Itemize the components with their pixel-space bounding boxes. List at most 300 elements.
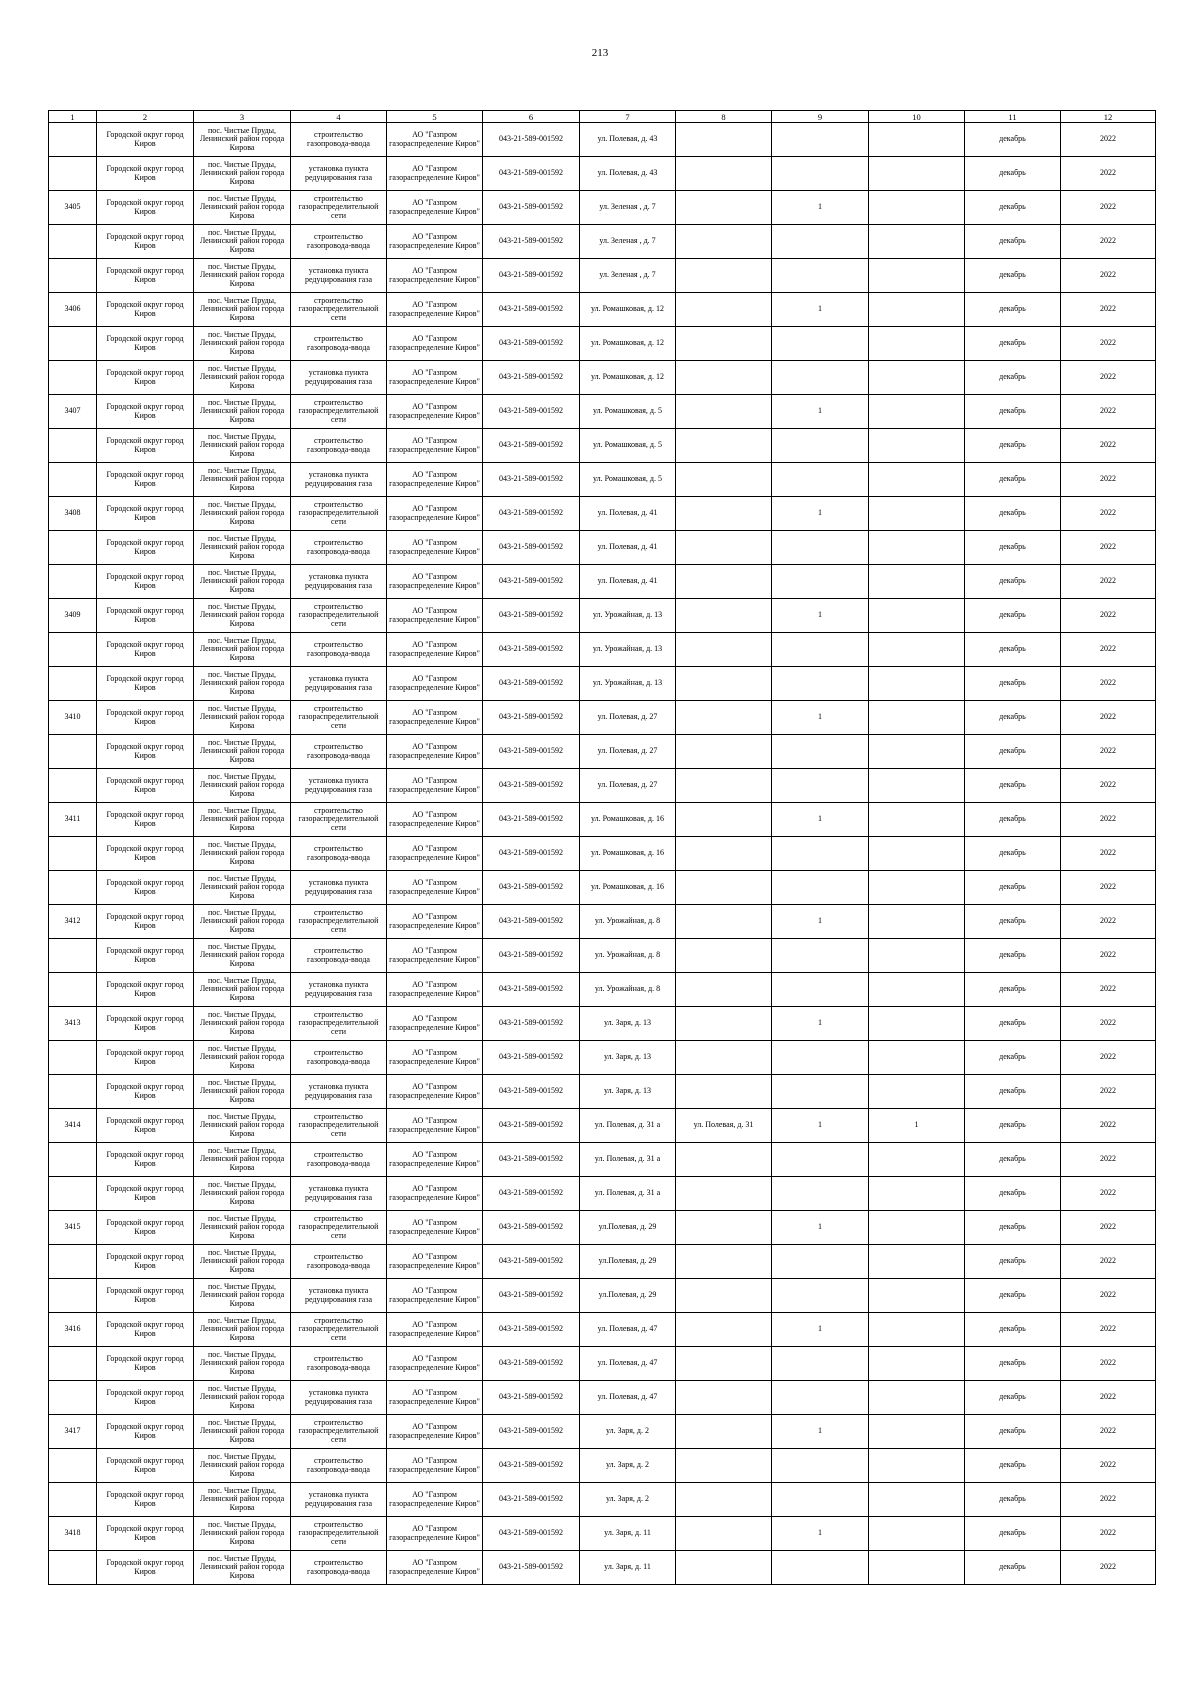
organization-cell-text: АО "Газпром газораспределение Киров" [389, 777, 480, 794]
col10-cell [869, 599, 965, 633]
locality-cell [194, 1551, 291, 1585]
column-header-1: 1 [49, 111, 97, 123]
organization-cell [387, 1483, 483, 1517]
month-cell-text: декабрь [999, 1223, 1026, 1232]
header-row [49, 111, 1156, 123]
row-number-cell-text: 3418 [64, 1529, 81, 1538]
code-cell [483, 565, 580, 599]
col10-cell [869, 1075, 965, 1109]
address-cell [580, 1347, 676, 1381]
locality-cell-text: пос. Чистые Пруды, Ленинский район города Кирова [199, 942, 285, 968]
district-cell [97, 157, 194, 191]
month-cell-text: декабрь [999, 373, 1026, 382]
organization-cell-text: АО "Газпром газораспределение Киров" [389, 1491, 480, 1508]
column-header-4: 4 [291, 111, 387, 123]
locality-cell-text: пос. Чистые Пруды, Ленинский район города Кирова [199, 1112, 285, 1138]
code-cell-text: 043-21-589-001592 [499, 1325, 563, 1334]
district-cell-text: Городской округ город Киров [106, 981, 184, 998]
work-type-cell-text: строительство газораспределительной сети [298, 1520, 379, 1546]
col8-cell [676, 701, 772, 735]
row-number-cell [49, 1041, 97, 1075]
month-cell-text: декабрь [999, 883, 1026, 892]
address-cell [580, 191, 676, 225]
code-cell [483, 1551, 580, 1585]
address-cell [580, 1075, 676, 1109]
organization-cell-text: АО "Газпром газораспределение Киров" [389, 1015, 480, 1032]
district-cell-text: Городской округ город Киров [106, 1423, 184, 1440]
work-type-cell [291, 1415, 387, 1449]
code-cell [483, 123, 580, 157]
row-number-cell [49, 429, 97, 463]
work-type-cell-text: строительство газопровода-ввода [307, 1559, 370, 1576]
district-cell [97, 531, 194, 565]
organization-cell-text: АО "Газпром газораспределение Киров" [389, 879, 480, 896]
column-header-3: 3 [194, 111, 291, 123]
work-type-cell [291, 259, 387, 293]
col8-cell [676, 327, 772, 361]
column-header-9: 9 [772, 111, 869, 123]
district-cell [97, 361, 194, 395]
table-row [49, 939, 1156, 973]
address-cell-text: ул. Полевая, д. 47 [597, 1359, 658, 1368]
row-number-cell [49, 939, 97, 973]
column-header-2: 2 [97, 111, 194, 123]
organization-cell [387, 1075, 483, 1109]
locality-cell [194, 497, 291, 531]
work-type-cell [291, 1381, 387, 1415]
code-cell-text: 043-21-589-001592 [499, 1563, 563, 1572]
col9-cell-text: 1 [818, 815, 822, 824]
district-cell [97, 905, 194, 939]
organization-cell-text: АО "Газпром газораспределение Киров" [389, 505, 480, 522]
address-cell [580, 361, 676, 395]
year-cell-text: 2022 [1100, 373, 1116, 382]
district-cell [97, 599, 194, 633]
organization-cell [387, 633, 483, 667]
district-cell-text: Городской округ город Киров [106, 641, 184, 658]
locality-cell [194, 633, 291, 667]
col9-cell [772, 871, 869, 905]
work-type-cell-text: строительство газораспределительной сети [298, 908, 379, 934]
address-cell [580, 463, 676, 497]
col10-cell [869, 701, 965, 735]
district-cell [97, 463, 194, 497]
locality-cell-text: пос. Чистые Пруды, Ленинский район города Кирова [199, 602, 285, 628]
col9-cell [772, 497, 869, 531]
organization-cell-text: АО "Газпром газораспределение Киров" [389, 403, 480, 420]
district-cell [97, 1279, 194, 1313]
organization-cell [387, 429, 483, 463]
address-cell-text: ул. Полевая, д. 43 [597, 169, 658, 178]
col9-cell [772, 1381, 869, 1415]
district-cell [97, 1075, 194, 1109]
month-cell [965, 1517, 1061, 1551]
month-cell [965, 1415, 1061, 1449]
code-cell-text: 043-21-589-001592 [499, 475, 563, 484]
row-number-cell [49, 1381, 97, 1415]
organization-cell [387, 1279, 483, 1313]
district-cell-text: Городской округ город Киров [106, 131, 184, 148]
organization-cell-text: АО "Газпром газораспределение Киров" [389, 947, 480, 964]
code-cell [483, 1109, 580, 1143]
month-cell-text: декабрь [999, 815, 1026, 824]
col9-cell [772, 1347, 869, 1381]
locality-cell [194, 701, 291, 735]
address-cell [580, 123, 676, 157]
year-cell [1061, 429, 1156, 463]
organization-cell-text: АО "Газпром газораспределение Киров" [389, 1389, 480, 1406]
address-cell-text: ул. Полевая, д. 47 [597, 1393, 658, 1402]
address-cell [580, 735, 676, 769]
address-cell-text: ул. Полевая, д. 27 [597, 781, 658, 790]
year-cell-text: 2022 [1100, 509, 1116, 518]
month-cell [965, 395, 1061, 429]
work-type-cell [291, 327, 387, 361]
table-body [49, 123, 1156, 1585]
address-cell-text: ул. Заря, д. 13 [604, 1019, 651, 1028]
col10-cell [869, 1381, 965, 1415]
work-type-cell-text: строительство газораспределительной сети [298, 1316, 379, 1342]
month-cell [965, 1449, 1061, 1483]
address-cell [580, 1007, 676, 1041]
year-cell-text: 2022 [1100, 1155, 1116, 1164]
col10-cell [869, 1517, 965, 1551]
district-cell-text: Городской округ город Киров [106, 505, 184, 522]
locality-cell [194, 667, 291, 701]
col10-cell [869, 837, 965, 871]
organization-cell [387, 1143, 483, 1177]
work-type-cell [291, 633, 387, 667]
organization-cell-text: АО "Газпром газораспределение Киров" [389, 437, 480, 454]
work-type-cell [291, 735, 387, 769]
code-cell-text: 043-21-589-001592 [499, 407, 563, 416]
work-type-cell [291, 973, 387, 1007]
col8-cell [676, 259, 772, 293]
locality-cell [194, 1415, 291, 1449]
table-row [49, 667, 1156, 701]
organization-cell [387, 395, 483, 429]
organization-cell-text: АО "Газпром газораспределение Киров" [389, 641, 480, 658]
month-cell-text: декабрь [999, 1155, 1026, 1164]
row-number-cell-text: 3415 [64, 1223, 81, 1232]
organization-cell [387, 1381, 483, 1415]
address-cell-text: ул. Заря, д. 13 [604, 1053, 651, 1062]
work-type-cell-text: строительство газопровода-ввода [307, 845, 370, 862]
year-cell [1061, 1109, 1156, 1143]
locality-cell-text: пос. Чистые Пруды, Ленинский район города Кирова [199, 1044, 285, 1070]
row-number-cell [49, 1483, 97, 1517]
row-number-cell [49, 803, 97, 837]
locality-cell-text: пос. Чистые Пруды, Ленинский район города Кирова [199, 466, 285, 492]
organization-cell [387, 1177, 483, 1211]
month-cell-text: декабрь [999, 781, 1026, 790]
month-cell-text: декабрь [999, 985, 1026, 994]
table-row [49, 1517, 1156, 1551]
organization-cell-text: АО "Газпром газораспределение Киров" [389, 1355, 480, 1372]
address-cell-text: ул. Полевая, д. 41 [597, 543, 658, 552]
work-type-cell [291, 837, 387, 871]
locality-cell [194, 837, 291, 871]
table-row [49, 123, 1156, 157]
address-cell [580, 1211, 676, 1245]
col10-cell [869, 1245, 965, 1279]
organization-cell [387, 1245, 483, 1279]
code-cell-text: 043-21-589-001592 [499, 1529, 563, 1538]
col8-cell [676, 497, 772, 531]
month-cell-text: декабрь [999, 1495, 1026, 1504]
col9-cell [772, 463, 869, 497]
locality-cell [194, 1381, 291, 1415]
year-cell-text: 2022 [1100, 1325, 1116, 1334]
month-cell [965, 633, 1061, 667]
col10-cell [869, 191, 965, 225]
year-cell-text: 2022 [1100, 1427, 1116, 1436]
work-type-cell-text: строительство газораспределительной сети [298, 806, 379, 832]
code-cell-text: 043-21-589-001592 [499, 917, 563, 926]
col9-cell-text: 1 [818, 611, 822, 620]
organization-cell [387, 837, 483, 871]
year-cell [1061, 191, 1156, 225]
month-cell-text: декабрь [999, 1291, 1026, 1300]
column-header-11: 11 [965, 111, 1061, 123]
district-cell-text: Городской округ город Киров [106, 845, 184, 862]
month-cell [965, 667, 1061, 701]
work-type-cell-text: строительство газопровода-ввода [307, 1049, 370, 1066]
work-type-cell-text: строительство газопровода-ввода [307, 233, 370, 250]
address-cell [580, 973, 676, 1007]
code-cell [483, 463, 580, 497]
col9-cell [772, 837, 869, 871]
address-cell-text: ул. Полевая, д. 47 [597, 1325, 658, 1334]
col8-cell [676, 769, 772, 803]
year-cell-text: 2022 [1100, 1529, 1116, 1538]
locality-cell-text: пос. Чистые Пруды, Ленинский район города Кирова [199, 806, 285, 832]
month-cell [965, 973, 1061, 1007]
month-cell [965, 803, 1061, 837]
organization-cell-text: АО "Газпром газораспределение Киров" [389, 1457, 480, 1474]
district-cell-text: Городской округ город Киров [106, 675, 184, 692]
col10-cell [869, 769, 965, 803]
year-cell [1061, 735, 1156, 769]
table-row [49, 157, 1156, 191]
district-cell-text: Городской округ город Киров [106, 1151, 184, 1168]
code-cell [483, 871, 580, 905]
locality-cell [194, 565, 291, 599]
address-cell [580, 293, 676, 327]
locality-cell-text: пос. Чистые Пруды, Ленинский район города Кирова [199, 262, 285, 288]
organization-cell [387, 1313, 483, 1347]
address-cell-text: ул. Ромашковая, д. 5 [593, 475, 662, 484]
col9-cell-text: 1 [818, 305, 822, 314]
column-header-10: 10 [869, 111, 965, 123]
year-cell-text: 2022 [1100, 1189, 1116, 1198]
table-row [49, 1007, 1156, 1041]
table-row [49, 871, 1156, 905]
month-cell-text: декабрь [999, 509, 1026, 518]
col10-cell [869, 667, 965, 701]
col10-cell [869, 1551, 965, 1585]
table-row [49, 1381, 1156, 1415]
organization-cell [387, 1211, 483, 1245]
address-cell [580, 395, 676, 429]
address-cell-text: ул. Зеленая , д. 7 [599, 271, 656, 280]
code-cell [483, 973, 580, 1007]
code-cell [483, 1279, 580, 1313]
month-cell-text: декабрь [999, 1427, 1026, 1436]
row-number-cell [49, 1551, 97, 1585]
organization-cell [387, 939, 483, 973]
work-type-cell [291, 667, 387, 701]
code-cell [483, 1347, 580, 1381]
district-cell [97, 497, 194, 531]
month-cell [965, 225, 1061, 259]
year-cell [1061, 327, 1156, 361]
code-cell [483, 1075, 580, 1109]
address-cell [580, 1483, 676, 1517]
col9-cell [772, 1041, 869, 1075]
locality-cell [194, 293, 291, 327]
address-cell-text: ул. Урожайная, д. 8 [594, 951, 661, 960]
month-cell [965, 259, 1061, 293]
district-cell-text: Городской округ город Киров [106, 1491, 184, 1508]
col8-cell [676, 157, 772, 191]
district-cell-text: Городской округ город Киров [106, 1083, 184, 1100]
district-cell-text: Городской округ город Киров [106, 777, 184, 794]
work-type-cell-text: строительство газораспределительной сети [298, 1112, 379, 1138]
col9-cell-text: 1 [818, 713, 822, 722]
table-row [49, 735, 1156, 769]
row-number-cell [49, 1449, 97, 1483]
district-cell-text: Городской округ город Киров [106, 1015, 184, 1032]
locality-cell-text: пос. Чистые Пруды, Ленинский район города Кирова [199, 534, 285, 560]
row-number-cell-text: 3410 [64, 713, 81, 722]
code-cell-text: 043-21-589-001592 [499, 645, 563, 654]
col8-cell [676, 225, 772, 259]
month-cell [965, 1347, 1061, 1381]
col8-cell [676, 1075, 772, 1109]
work-type-cell [291, 905, 387, 939]
year-cell-text: 2022 [1100, 679, 1116, 688]
row-number-cell [49, 327, 97, 361]
code-cell-text: 043-21-589-001592 [499, 1121, 563, 1130]
address-cell [580, 667, 676, 701]
locality-cell-text: пос. Чистые Пруды, Ленинский район города Кирова [199, 1180, 285, 1206]
address-cell-text: ул. Полевая, д. 43 [597, 135, 658, 144]
work-type-cell-text: строительство газораспределительной сети [298, 194, 379, 220]
col10-cell [869, 1347, 965, 1381]
code-cell [483, 531, 580, 565]
organization-cell [387, 667, 483, 701]
year-cell [1061, 1483, 1156, 1517]
work-type-cell [291, 1347, 387, 1381]
district-cell [97, 939, 194, 973]
code-cell-text: 043-21-589-001592 [499, 1189, 563, 1198]
month-cell [965, 429, 1061, 463]
work-type-cell-text: строительство газораспределительной сети [298, 1010, 379, 1036]
district-cell-text: Городской округ город Киров [106, 199, 184, 216]
code-cell-text: 043-21-589-001592 [499, 815, 563, 824]
locality-cell-text: пос. Чистые Пруды, Ленинский район города Кирова [199, 772, 285, 798]
organization-cell-text: АО "Газпром газораспределение Киров" [389, 573, 480, 590]
organization-cell-text: АО "Газпром газораспределение Киров" [389, 709, 480, 726]
work-type-cell-text: установка пункта редуцирования газа [304, 267, 373, 284]
col9-cell [772, 191, 869, 225]
year-cell-text: 2022 [1100, 1019, 1116, 1028]
year-cell [1061, 1211, 1156, 1245]
address-cell-text: ул. Полевая, д. 41 [597, 509, 658, 518]
year-cell-text: 2022 [1100, 271, 1116, 280]
month-cell [965, 531, 1061, 565]
code-cell-text: 043-21-589-001592 [499, 1359, 563, 1368]
year-cell-text: 2022 [1100, 645, 1116, 654]
district-cell-text: Городской округ город Киров [106, 1355, 184, 1372]
row-number-cell [49, 497, 97, 531]
locality-cell [194, 871, 291, 905]
locality-cell-text: пос. Чистые Пруды, Ленинский район города Кирова [199, 568, 285, 594]
locality-cell [194, 1143, 291, 1177]
col10-cell [869, 395, 965, 429]
month-cell-text: декабрь [999, 577, 1026, 586]
district-cell-text: Городской округ город Киров [106, 1287, 184, 1304]
organization-cell-text: АО "Газпром газораспределение Киров" [389, 335, 480, 352]
organization-cell [387, 905, 483, 939]
col9-cell [772, 157, 869, 191]
year-cell-text: 2022 [1100, 1461, 1116, 1470]
year-cell-text: 2022 [1100, 917, 1116, 926]
month-cell-text: декабрь [999, 1461, 1026, 1470]
work-type-cell-text: строительство газопровода-ввода [307, 131, 370, 148]
work-type-cell-text: установка пункта редуцирования газа [304, 1389, 373, 1406]
month-cell [965, 1483, 1061, 1517]
locality-cell [194, 395, 291, 429]
work-type-cell [291, 191, 387, 225]
district-cell [97, 259, 194, 293]
work-type-cell [291, 1109, 387, 1143]
work-type-cell [291, 225, 387, 259]
organization-cell [387, 191, 483, 225]
year-cell [1061, 1415, 1156, 1449]
month-cell [965, 1279, 1061, 1313]
address-cell [580, 1551, 676, 1585]
address-cell-text: ул. Ромашковая, д. 16 [591, 815, 664, 824]
locality-cell-text: пос. Чистые Пруды, Ленинский район города Кирова [199, 1520, 285, 1546]
column-header-6: 6 [483, 111, 580, 123]
organization-cell [387, 1551, 483, 1585]
work-type-cell-text: установка пункта редуцирования газа [304, 981, 373, 998]
col10-cell [869, 735, 965, 769]
data-table [48, 110, 1156, 1585]
work-type-cell [291, 1211, 387, 1245]
locality-cell [194, 599, 291, 633]
table-row [49, 1313, 1156, 1347]
organization-cell-text: АО "Газпром газораспределение Киров" [389, 845, 480, 862]
col9-cell [772, 939, 869, 973]
organization-cell [387, 1517, 483, 1551]
organization-cell [387, 565, 483, 599]
district-cell-text: Городской округ город Киров [106, 1389, 184, 1406]
col8-cell [676, 1517, 772, 1551]
organization-cell-text: АО "Газпром газораспределение Киров" [389, 131, 480, 148]
col9-cell [772, 1313, 869, 1347]
col9-cell-text: 1 [818, 203, 822, 212]
organization-cell-text: АО "Газпром газораспределение Киров" [389, 267, 480, 284]
organization-cell [387, 463, 483, 497]
col10-cell [869, 1415, 965, 1449]
month-cell-text: декабрь [999, 1053, 1026, 1062]
locality-cell-text: пос. Чистые Пруды, Ленинский район города Кирова [199, 228, 285, 254]
address-cell [580, 599, 676, 633]
table-row [49, 701, 1156, 735]
